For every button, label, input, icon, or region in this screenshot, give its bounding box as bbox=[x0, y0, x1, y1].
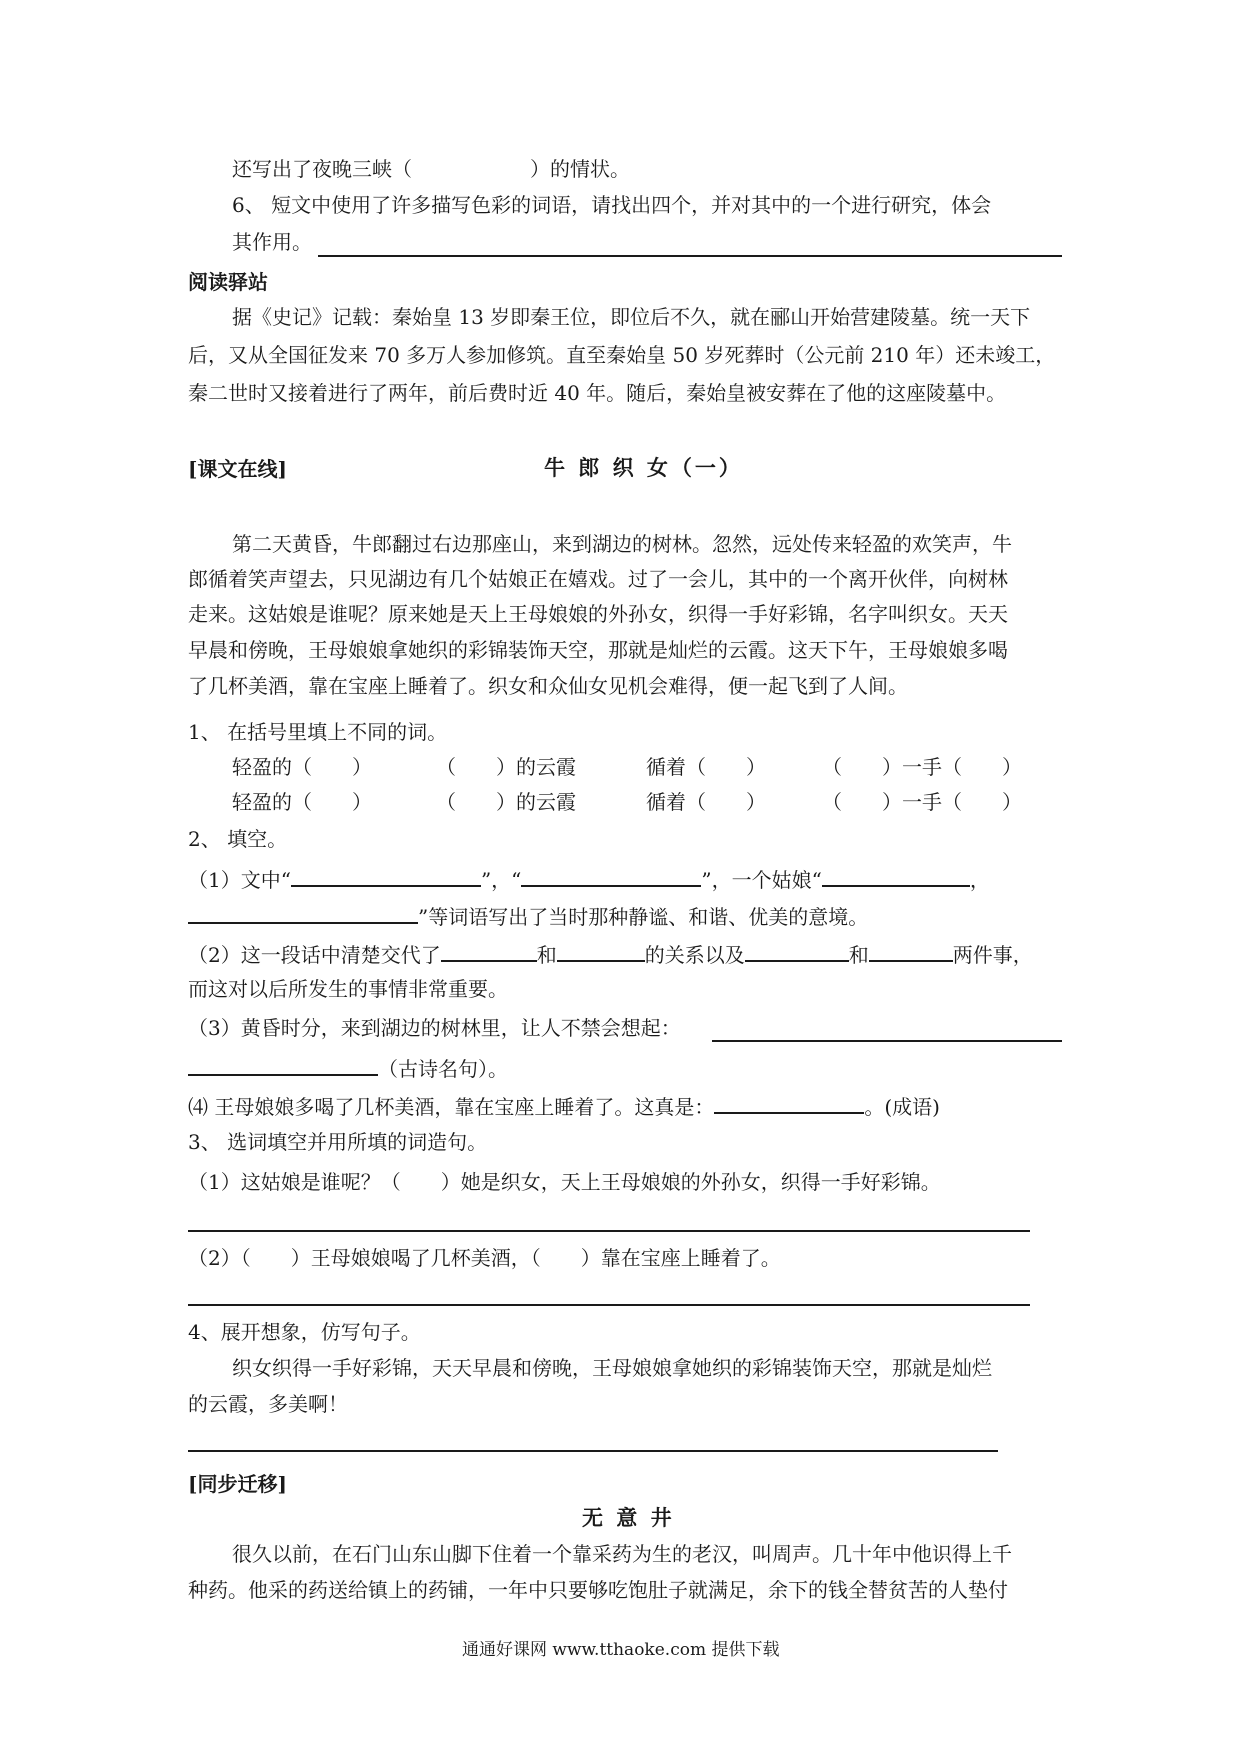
transfer-line-2: 种药。他采的药送给镇上的药铺，一年中只要够吃饱肚子就满足，余下的钱全替贫苦的人垫付 bbox=[188, 1578, 1008, 1602]
q2-p3-answer-line-1[interactable] bbox=[712, 1040, 1062, 1042]
transfer-section-label: [同步迁移] bbox=[188, 1472, 287, 1496]
q2-p3-text-a: （3）黄昏时分，来到湖边的树林里，让人不禁会想起： bbox=[188, 1016, 681, 1040]
q6-answer-line bbox=[318, 255, 1062, 257]
q3-part-1: （1）这姑娘是谁呢？（ ）她是织女，天上王母娘娘的外孙女，织得一手好彩锦。 bbox=[188, 1170, 941, 1194]
question-2-label: 2、 填空。 bbox=[188, 827, 288, 851]
q2-p2-text-a: （2）这一段话中清楚交代了 bbox=[188, 943, 441, 967]
q2-p1-text-e: ”等词语写出了当时那种静谧、和谐、优美的意境。 bbox=[418, 905, 869, 929]
question-5-continuation bbox=[232, 155, 630, 183]
q3-answer-line-2[interactable] bbox=[188, 1304, 1030, 1306]
q2-p1-blank-4[interactable] bbox=[188, 900, 418, 924]
q2-p4-text-b: 。(成语) bbox=[864, 1095, 940, 1119]
q2-p2-text-c: 的关系以及 bbox=[644, 943, 745, 967]
q2-part-1-line-1 bbox=[188, 863, 990, 894]
passage-line-5: 了几杯美酒，靠在宝座上睡着了。织女和众仙女见机会难得，便一起飞到了人间。 bbox=[188, 674, 908, 698]
q4-line-1: 织女织得一手好彩锦，天天早晨和傍晚，王母娘娘拿她织的彩锦装饰天空，那就是灿烂 bbox=[232, 1356, 992, 1380]
reading-station-line-2: 后，又从全国征发来 70 多万人参加修筑。直至秦始皇 50 岁死葬时（公元前 210 年）还未竣工， bbox=[188, 343, 1056, 367]
q2-p2-blank-4[interactable] bbox=[869, 938, 953, 962]
q2-p3-text-b: （古诗名句）。 bbox=[378, 1057, 508, 1081]
page-footer: 通通好课网 www.tthaoke.com 提供下载 bbox=[462, 1640, 780, 1660]
q1-row-2-c: 循着（ ） bbox=[646, 790, 766, 814]
transfer-line-1: 很久以前，在石门山东山脚下住着一个靠采药为生的老汉，叫周声。几十年中他识得上千 bbox=[232, 1542, 1012, 1566]
q2-part-4 bbox=[188, 1090, 940, 1121]
q2-p2-blank-2[interactable] bbox=[557, 938, 645, 962]
q3-part-2: （2）（ ）王母娘娘喝了几杯美酒，（ ）靠在宝座上睡着了。 bbox=[188, 1246, 781, 1270]
q1-row-2-d: （ ）一手（ ） bbox=[822, 790, 1022, 814]
passage-line-4: 早晨和傍晚，王母娘娘拿她织的彩锦装饰天空，那就是灿烂的云霞。这天下午，王母娘娘多喝 bbox=[188, 638, 1008, 662]
q4-answer-line[interactable] bbox=[188, 1450, 998, 1452]
question-6-line-2 bbox=[232, 228, 312, 256]
q2-p3-blank-2[interactable] bbox=[188, 1052, 378, 1076]
q2-p1-text-d: ， bbox=[969, 868, 990, 892]
passage-line-2: 郎循着笑声望去，只见湖边有几个姑娘正在嬉戏。过了一会儿，其中的一个离开伙伴，向树林 bbox=[188, 567, 1008, 591]
q2-p1-blank-2[interactable] bbox=[521, 863, 701, 887]
q2-part-2-line-2: 而这对以后所发生的事情非常重要。 bbox=[188, 977, 508, 1001]
reading-station-line-1: 据《史记》记载：秦始皇 13 岁即秦王位，即位后不久，就在郦山开始营建陵墓。统一天下 bbox=[232, 305, 1031, 329]
q2-p2-text-d: 和 bbox=[848, 943, 869, 967]
question-3-label: 3、 选词填空并用所填的词造句。 bbox=[188, 1130, 488, 1154]
question-4-label: 4、展开想象，仿写句子。 bbox=[188, 1320, 421, 1344]
q2-p1-text-b: ”，“ bbox=[480, 868, 522, 892]
q3-answer-line-1[interactable] bbox=[188, 1230, 1030, 1232]
q2-p1-blank-1[interactable] bbox=[291, 863, 481, 887]
q2-p4-blank[interactable] bbox=[714, 1090, 864, 1114]
q2-p2-blank-1[interactable] bbox=[441, 938, 537, 962]
q2-part-3-line-2 bbox=[188, 1052, 508, 1083]
q5-text-before: 还写出了夜晚三峡（ bbox=[232, 157, 412, 181]
passage-line-1: 第二天黄昏，牛郎翻过右边那座山，来到湖边的树林。忽然，远处传来轻盈的欢笑声，牛 bbox=[232, 532, 1012, 556]
q1-row-1-c: 循着（ ） bbox=[646, 755, 766, 779]
question-6-line-1: 6、 短文中使用了许多描写色彩的词语，请找出四个，并对其中的一个进行研究，体会 bbox=[232, 193, 992, 217]
q1-row-1-b: （ ）的云霞 bbox=[436, 755, 576, 779]
q1-row-2-b: （ ）的云霞 bbox=[436, 790, 576, 814]
q5-text-after: ）的情状。 bbox=[530, 157, 630, 181]
q2-p2-text-b: 和 bbox=[536, 943, 557, 967]
q2-part-2-line-1 bbox=[188, 938, 1033, 969]
passage-line-3: 走来。这姑娘是谁呢？原来她是天上王母娘娘的外孙女，织得一手好彩锦，名字叫织女。天天 bbox=[188, 602, 1008, 626]
q2-p2-blank-3[interactable] bbox=[745, 938, 849, 962]
lesson-section-label: [课文在线] bbox=[188, 457, 287, 481]
q2-p2-text-e: 两件事， bbox=[952, 943, 1033, 967]
q2-p1-text-c: ”，一个姑娘“ bbox=[701, 868, 822, 892]
transfer-title: 无 意 井 bbox=[582, 1505, 675, 1530]
question-1-label: 1、 在括号里填上不同的词。 bbox=[188, 720, 448, 744]
q2-p1-blank-3[interactable] bbox=[822, 863, 970, 887]
q2-part-3-line-1 bbox=[188, 1014, 681, 1042]
q1-row-2-a: 轻盈的（ ） bbox=[232, 790, 372, 814]
q6-label: 其作用。 bbox=[232, 230, 312, 254]
lesson-title: 牛 郎 织 女（一） bbox=[544, 455, 743, 480]
q4-line-2: 的云霞，多美啊！ bbox=[188, 1392, 348, 1416]
q2-p4-text-a: ⑷ 王母娘娘多喝了几杯美酒，靠在宝座上睡着了。这真是： bbox=[188, 1095, 715, 1119]
reading-station-heading: 阅读驿站 bbox=[188, 270, 268, 294]
q2-part-1-line-2 bbox=[188, 900, 868, 931]
q2-p1-text-a: （1）文中“ bbox=[188, 868, 291, 892]
q1-row-1-d: （ ）一手（ ） bbox=[822, 755, 1022, 779]
reading-station-line-3: 秦二世时又接着进行了两年，前后费时近 40 年。随后，秦始皇被安葬在了他的这座陵墓中。 bbox=[188, 381, 1007, 405]
q1-row-1-a: 轻盈的（ ） bbox=[232, 755, 372, 779]
